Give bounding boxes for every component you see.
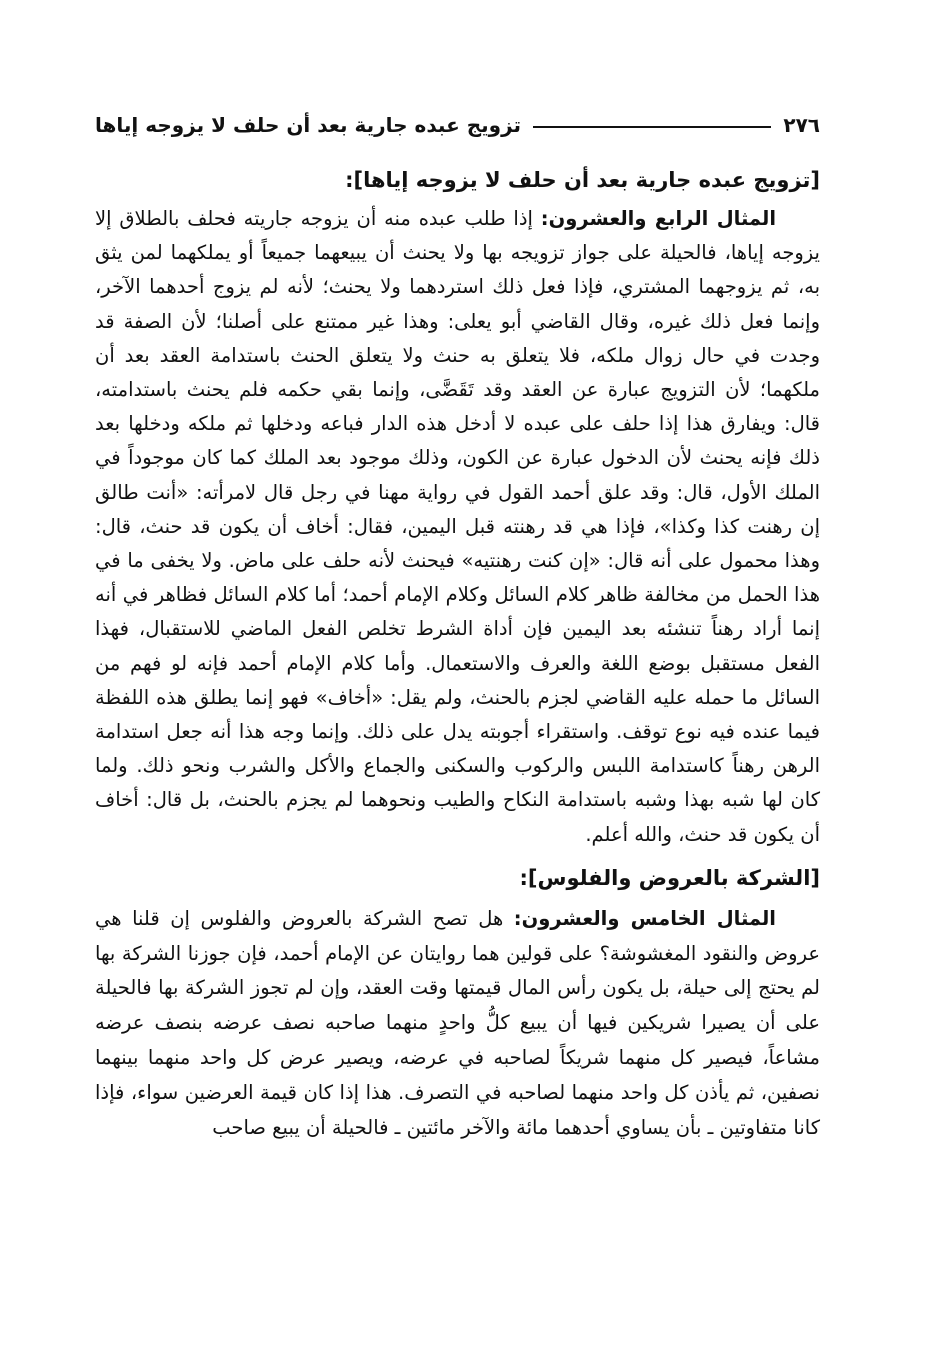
header-rule bbox=[533, 126, 771, 128]
section-2-body: هل تصح الشركة بالعروض والفلوس إن قلنا هي عروض والنقود المغشوشة؟ على قولين هما روايتان عن الإمام أحمد، فإن جوزنا الشركة بها لم يحتج إلى حيلة، بل يكون رأس المال قيمتها وقت العقد، وإن لم تجوز الشركة بها فالحيلة على أن يصيرا شريكين فيها أن يبيع كلُّ واحدٍ منهما صاحبه نصف عرضه بنصف عرضه مشاعاً، فيصير كل منهما شريكاً لصاحبه في عرضه، ويصير عرض كل واحد منهما بينهما نصفين، ثم يأذن كل واحد منهما لصاحبه في التصرف. هذا إذا كان قيمة العرضين سواء، فإذا كانا متفاوتين ـ بأن يساوي أحدهما مائة والآخر مائتين ـ فالحيلة أن يبيع صاحب bbox=[95, 906, 820, 1139]
running-header bbox=[95, 108, 820, 142]
section-heading-1: [تزويج عبده جارية بعد أن حلف لا يزوجه إياها]: bbox=[345, 168, 820, 192]
section-1-paragraph bbox=[95, 202, 820, 852]
example-label-25: المثال الخامس والعشرون: bbox=[513, 906, 776, 930]
section-1-body: إذا طلب عبده منه أن يزوجه جاريته فحلف بالطلاق إلا يزوجه إياها، فالحيلة على جواز تزويجه بها ولا يحنث أن يبيعهما جميعاً أو يملكهما لمن يثق به، ثم يزوجهما المشتري، فإذا فعل ذلك استردهما ولا يحنث؛ لأنه لم يزوج أحدهما الآخر، وإنما فعل ذلك غيره، وقال القاضي أبو يعلى: وهذا غير ممتنع على أصلنا؛ لأن الصفة قد وجدت في حال زوال ملكه، فلا يتعلق به حنث ولا يتعلق الحنث باستدامة العقد بعد أن ملكهما؛ لأن التزويج عبارة عن العقد وقد تَقَضَّى، وإنما بقي حكمه فلم يحنث باستدامته، قال: ويفارق هذا إذا حلف على عبده لا أدخل هذه الدار فباعه ودخلها ثم ملكه ودخلها بعد ذلك فإنه يحنث لأن الدخول عبارة عن الكون، وذلك موجود بعد الملك كما كان موجوداً في الملك الأول، قال: وقد علق أحمد القول في رواية مهنا في رجل قال لامرأته: «أنت طالق إن رهنت كذا وكذا»، فإذا هي قد رهنته قبل اليمين، فقال: أخاف أن يكون قد حنث، قال: وهذا محمول على أنه قال: «إن كنت رهنتيه» فيحنث لأنه حلف على ماض. ولا يخفى ما في هذا الحمل من مخالفة ظاهر كلام السائل وكلام الإمام أحمد؛ أما كلام السائل فظاهر في أنه إنما أراد رهناً تنشئه بعد اليمين فإن أداة الشرط تخلص الفعل الماضي للاستقبال، فهذا الفعل مستقبل بوضع اللغة والعرف والاستعمال. وأما كلام الإمام أحمد فإنه لو فهم من السائل ما حمله عليه القاضي لجزم بالحنث، ولم يقل: «أخاف» فهو إنما يطلق هذه اللفظة فيما عنده فيه نوع توقف. واستقراء أجوبته يدل على ذلك. وإنما وجه هذا أنه جعل استدامة الرهن رهناً كاستدامة اللبس والركوب والسكنى والجماع والأكل والشرب ونحو ذلك. ولما كان لها شبه بهذا وشبه باستدامة النكاح والطيب ونحوهما لم يجزم بالحنث، بل قال: أخاف أن يكون قد حنث، والله أعلم. bbox=[95, 207, 820, 846]
running-title: تزويج عبده جارية بعد أن حلف لا يزوجه إياها bbox=[95, 113, 522, 137]
example-label-24: المثال الرابع والعشرون: bbox=[540, 207, 777, 230]
page-number: ٢٧٦ bbox=[783, 113, 820, 137]
section-2-paragraph bbox=[95, 902, 820, 1146]
document-page bbox=[95, 108, 820, 1145]
section-heading-2: [الشركة بالعروض والفلوس]: bbox=[519, 865, 820, 890]
